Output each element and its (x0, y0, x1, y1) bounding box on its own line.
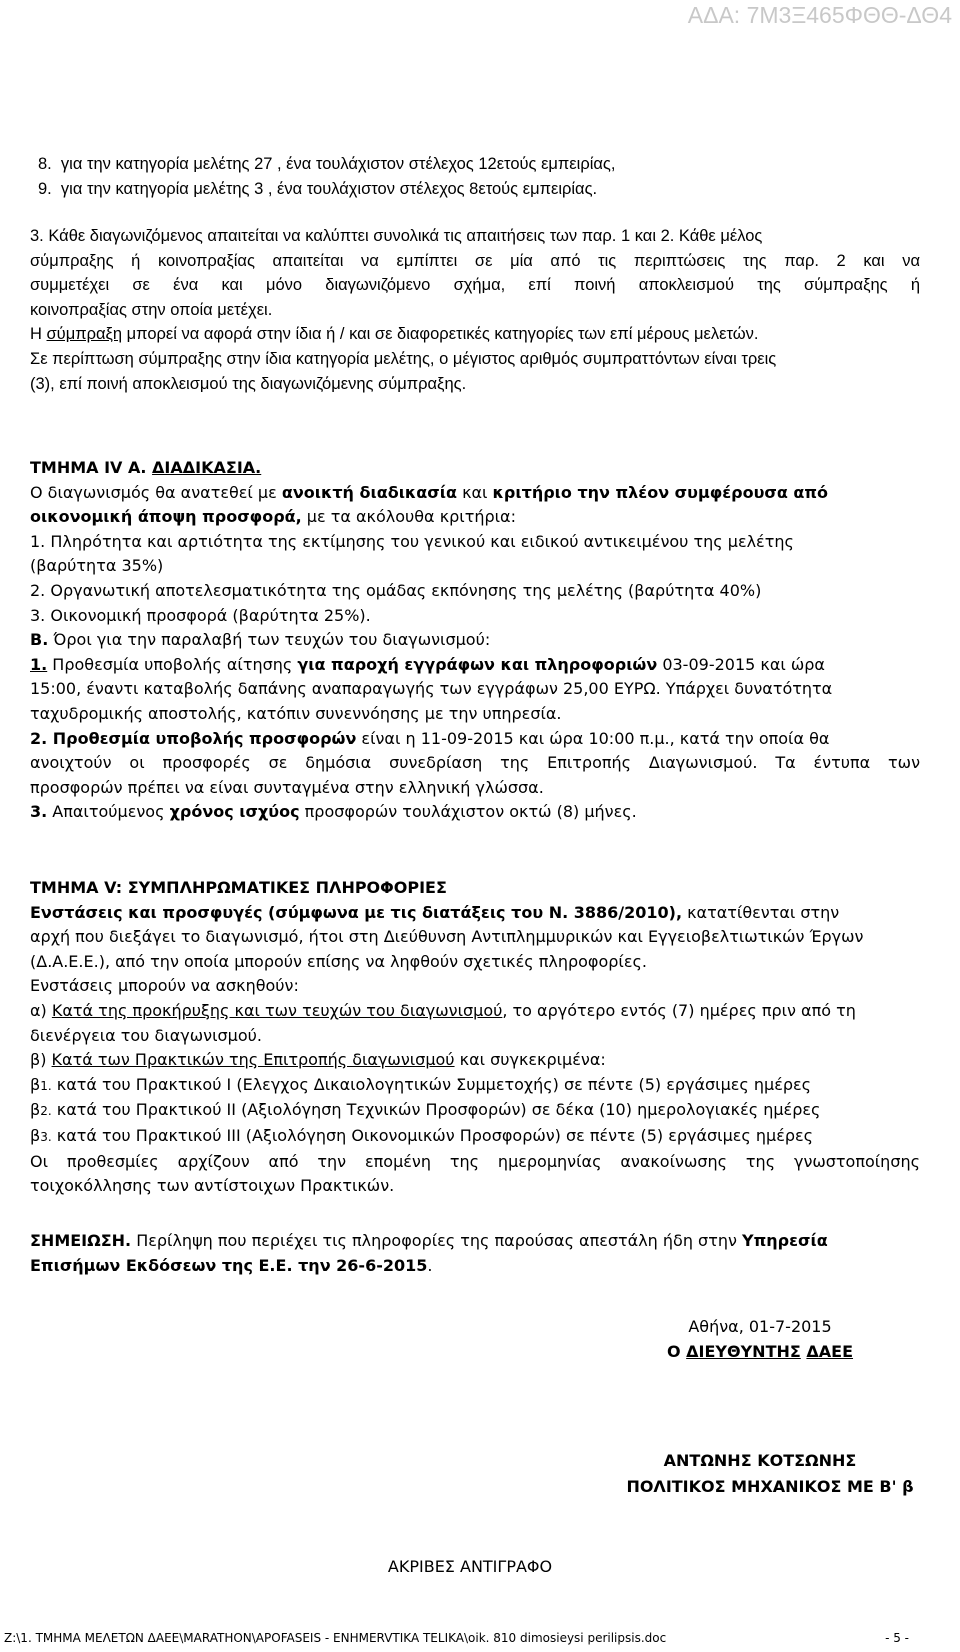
term-3: 3. Απαιτούμενος χρόνος ισχύος προσφορών τουλάχιστον οκτώ (8) μήνες. (30, 802, 637, 822)
section-iv-heading: ΤΜΗΜΑ IV Α. ΔΙΑΔΙΚΑΣΙΑ. (30, 458, 262, 477)
signatory-name: ΑΝΤΩΝΗΣ ΚΟΤΣΩΝΗΣ (663, 1451, 857, 1470)
term-2-line: ανοιχτούν οι προσφορές σε δημόσια συνεδρίαση της Επιτροπής Διαγωνισμού. Τα έντυπα των (30, 753, 920, 773)
list-item: 8. για την κατηγορία μελέτης 27 , ένα τουλάχιστον στέλεχος 12ετούς εμπειρίας, (38, 155, 616, 173)
term-2: 2. Προθεσμία υποβολής προσφορών είναι η 11-09-2015 και ώρα 10:00 π.μ., κατά την οποία θα (30, 728, 830, 748)
objection-b3: β3. κατά του Πρακτικού ΙΙΙ (Αξιολόγηση Οικονομικών Προσφορών) σε πέντε (5) εργάσιμες ημέρες (30, 1125, 814, 1145)
section-iv-intro: οικονομική άποψη προσφορά, με τα ακόλουθα κριτήρια: (30, 507, 516, 527)
para3-line: (3), επί ποινή αποκλεισμού της διαγωνιζόμενης σύμπραξης. (30, 374, 467, 393)
term-1-line: 15:00, έναντι καταβολής δαπάνης αναπαραγωγής των εγγράφων 25,00 ΕΥΡΩ. Υπάρχει δυνατότητα (30, 679, 833, 699)
underlined-term: σύμπραξη (46, 325, 123, 344)
section-v-heading: ΤΜΗΜΑ V: ΣΥΜΠΛΗΡΩΜΑΤΙΚΕΣ ΠΛΗΡΟΦΟΡΙΕΣ (30, 878, 447, 897)
note-line: Επισήμων Εκδόσεων της Ε.Ε. την 26-6-2015. (30, 1255, 433, 1275)
section-iv-intro: Ο διαγωνισμός θα ανατεθεί με ανοικτή διαδικασία και κριτήριο την πλέον συμφέρουσα από (30, 482, 829, 502)
note-line: ΣΗΜΕΙΩΣΗ. Περίληψη που περιέχει τις πληροφορίες της παρούσας απεστάλη ήδη στην Υπηρεσία (30, 1231, 828, 1250)
para3-line: σύμπραξης ή κοινοπραξίας απαιτείται να εμπίπτει σε μία από τις περιπτώσεις της παρ. 2 και να (30, 251, 920, 270)
objection-a-line: διενέργεια του διαγωνισμού. (30, 1025, 262, 1045)
section-v-line: τοιχοκόλλησης των αντίστοιχων Πρακτικών. (30, 1176, 395, 1196)
section-v-line: αρχή που διεξάγει το διαγωνισμό, ήτοι στη Διεύθυνση Αντιπλημμυρικών και Εγγειοβελτιωτικών Έργων (30, 927, 864, 947)
section-v-line: Οι προθεσμίες αρχίζουν από την επομένη της ημερομηνίας ανακοίνωσης της γνωστοποίησης (30, 1151, 920, 1171)
note (30, 1229, 920, 1278)
criterion-1-weight: (βαρύτητα 35%) (30, 556, 164, 576)
ada-header: ΑΔΑ: 7Μ3Ξ465ΦΘΘ-ΔΘ4 (687, 2, 952, 28)
para3-line: συμμετέχει σε ένα και μόνο διαγωνιζόμενο σχήμα, επί ποινή αποκλεισμού της σύμπραξης ή (30, 276, 920, 295)
objection-a: α) Κατά της προκήρυξης και των τευχών του διαγωνισμού, το αργότερο εντός (7) ημέρες πριν από τη (30, 1000, 856, 1020)
certified-copy: ΑΚΡΙΒΕΣ ΑΝΤΙΓΡΑΦΟ (387, 1557, 553, 1576)
section-v-line: Ενστάσεις και προσφυγές (σύμφωνα με τις διατάξεις του Ν. 3886/2010), κατατίθενται στην (30, 902, 840, 922)
para3-line: 3. Κάθε διαγωνιζόμενος απαιτείται να καλύπτει συνολικά τις απαιτήσεις των παρ. 1 και 2. Κάθε μέλος (30, 227, 763, 245)
criterion-3: 3. Οικονομική προσφορά (βαρύτητα 25%). (30, 605, 371, 625)
para3-line: Η σύμπραξη μπορεί να αφορά στην ίδια ή / και σε διαφορετικές κατηγορίες των επί μέρους μελετών. (30, 325, 759, 344)
para3-line: κοινοπραξίας στην οποία μετέχει. (30, 300, 273, 319)
criterion-1: 1. Πληρότητα και αρτιότητα της εκτίμησης του γενικού και ειδικού αντικειμένου της μελέτης (30, 531, 794, 551)
section-v-line: (Δ.Α.Ε.Ε.), από την οποία μπορούν επίσης να ληφθούν σχετικές πληροφορίες. (30, 951, 647, 971)
term-1: 1. Προθεσμία υποβολής αίτησης για παροχή εγγράφων και πληροφοριών 03-09-2015 και ώρα (30, 654, 825, 674)
criteria-list (38, 152, 928, 201)
paragraph-3 (30, 224, 920, 396)
signature-date: Αθήνα, 01-7-2015 (688, 1317, 832, 1336)
terms-heading: Β. Όροι για την παραλαβή των τευχών του διαγωνισμού: (30, 630, 491, 650)
para3-line: Σε περίπτωση σύμπραξης στην ίδια κατηγορία μελέτης, ο μέγιστος αριθμός συμπραττόντων είναι τρεις (30, 349, 777, 368)
term-2-line: προσφορών πρέπει να είναι συνταγμένα στην ελληνική γλώσσα. (30, 777, 544, 797)
objection-b2: β2. κατά του Πρακτικού ΙΙ (Αξιολόγηση Τεχνικών Προσφορών) σε δέκα (10) ημερολογιακές ημέρες (30, 1100, 821, 1120)
footer-path: Z:\1. ΤΜΗΜΑ ΜΕΛΕΤΩΝ ΔΑΕΕ\MARATHON\APOFASEIS - ENHMERVTIKA TELIKA\oik. 810 dimosieysi perilipsis.doc (4, 1631, 667, 1645)
objection-b: β) Κατά των Πρακτικών της Επιτροπής διαγωνισμού και συγκεκριμένα: (30, 1050, 606, 1070)
section-v (30, 876, 920, 1199)
criterion-2: 2. Οργανωτική αποτελεσματικότητα της ομάδας εκπόνησης της μελέτης (βαρύτητα 40%) (30, 580, 762, 600)
signature-title: Ο ΔΙΕΥΘΥΝΤΗΣ ΔΑΕΕ (666, 1342, 854, 1361)
footer (4, 1631, 909, 1645)
signatory-role: ΠΟΛΙΤΙΚΟΣ ΜΗΧΑΝΙΚΟΣ ΜΕ Β' β (626, 1477, 914, 1496)
list-item: 9. για την κατηγορία μελέτης 3 , ένα τουλάχιστον στέλεχος 8ετούς εμπειρίας. (38, 179, 598, 198)
page-number: - 5 - (885, 1631, 909, 1645)
section-iv (30, 456, 920, 825)
term-1-line: ταχυδρομικής αποστολής, κατόπιν συνεννόησης με την υπηρεσία. (30, 703, 562, 723)
objection-b1: β1. κατά του Πρακτικού Ι (Ελεγχος Δικαιολογητικών Συμμετοχής) σε πέντε (5) εργάσιμες ημέρες (30, 1074, 812, 1094)
section-v-line: Ενστάσεις μπορούν να ασκηθούν: (30, 976, 299, 996)
